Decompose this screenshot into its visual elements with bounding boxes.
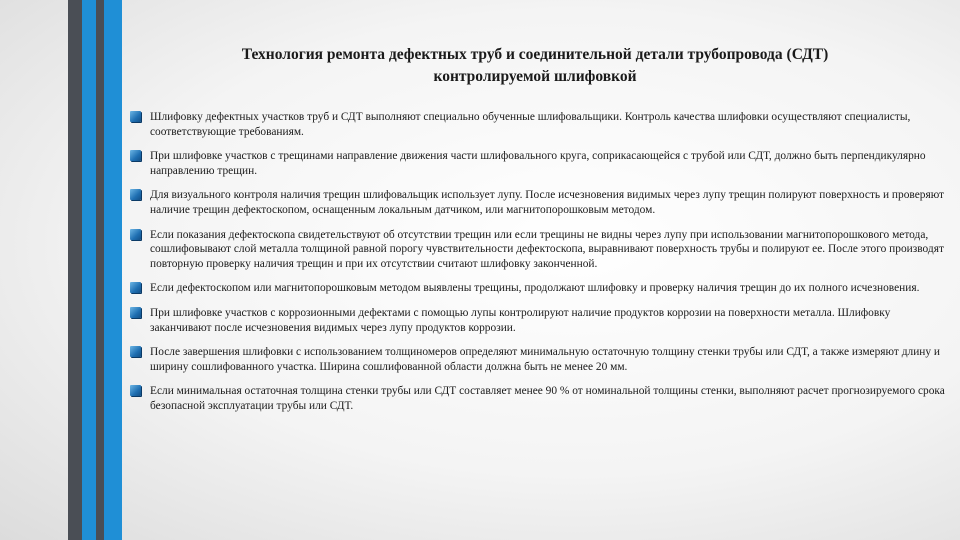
bullet-text: Для визуального контроля наличия трещин шлифовальщик использует лупу. После исчезновения видимых через лупу трещин полируют поверхность и проверяют наличие трещин дефектоскопом, оснащенным локальным датчиком, или магнитопорошковым методом.: [150, 189, 945, 216]
square-bullet-icon: [130, 346, 141, 357]
decorative-bar-dark-thin: [96, 0, 104, 540]
bullet-text: После завершения шлифовки с использованием толщиномеров определяют минимальную остаточную толщину стенки трубы или СДТ, а также измеряют длину и ширину сошлифованного участка. Ширина сошлифованной области должна быть не менее 20 мм.: [150, 346, 941, 373]
bullet-text: Если дефектоскопом или магнитопорошковым методом выявлены трещины, продолжают шлифовку и проверку наличия трещин до их полного исчезновения.: [150, 282, 920, 295]
bullet-item: [130, 149, 945, 178]
square-bullet-icon: [130, 307, 141, 318]
bullet-item: [130, 110, 945, 139]
square-bullet-icon: [130, 385, 141, 396]
bullet-text: Шлифовку дефектных участков труб и СДТ выполняют специально обученные шлифовальщики. Контроль качества шлифовки осуществляют специалисты, соответствующие требованиям.: [150, 111, 911, 138]
bullet-item: [130, 281, 945, 296]
bullet-item: [130, 188, 945, 217]
bullet-item: [130, 306, 945, 335]
bullet-text: Если показания дефектоскопа свидетельствуют об отсутствии трещин или если трещины не видны через лупу при использовании магнитопорошкового метода, сошлифовывают слой металла толщиной равной порогу чувствительности дефектоскопа, выравнивают поверхность трубы и полируют ее. После этого производят повторную проверку наличия трещин и при их отсутствии считают шлифовку законченной.: [150, 228, 944, 270]
slide-title-line-2: контролируемой шлифовкой: [433, 68, 637, 85]
decorative-bar-blue: [82, 0, 96, 540]
square-bullet-icon: [130, 189, 141, 200]
bullet-list: [130, 110, 945, 414]
slide-title-line-1: Технология ремонта дефектных труб и соединительной детали трубопровода (СДТ): [241, 46, 829, 63]
bullet-text: Если минимальная остаточная толщина стенки трубы или СДТ составляет менее 90 % от номинальной толщины стенки, выполняют расчет прогнозируемого срока безопасной эксплуатации трубы или СДТ.: [150, 385, 945, 412]
bullet-item: [130, 345, 945, 374]
bullet-text: При шлифовке участков с коррозионными дефектами с помощью лупы контролируют наличие продуктов коррозии на поверхности металла. Шлифовку заканчивают после исчезновения видимых через лупу продуктов коррозии.: [150, 306, 891, 334]
decorative-bar-dark: [68, 0, 82, 540]
slide-title: [150, 44, 920, 88]
square-bullet-icon: [130, 229, 141, 240]
decorative-bar-blue-wide: [104, 0, 122, 540]
square-bullet-icon: [130, 150, 141, 161]
square-bullet-icon: [130, 111, 141, 122]
bullet-text: При шлифовке участков с трещинами направление движения части шлифовального круга, соприкасающейся с трубой или СДТ, должно быть перпендикулярно направлению трещин.: [150, 150, 926, 177]
bullet-item: [130, 228, 945, 272]
bullet-item: [130, 384, 945, 413]
square-bullet-icon: [130, 282, 141, 293]
